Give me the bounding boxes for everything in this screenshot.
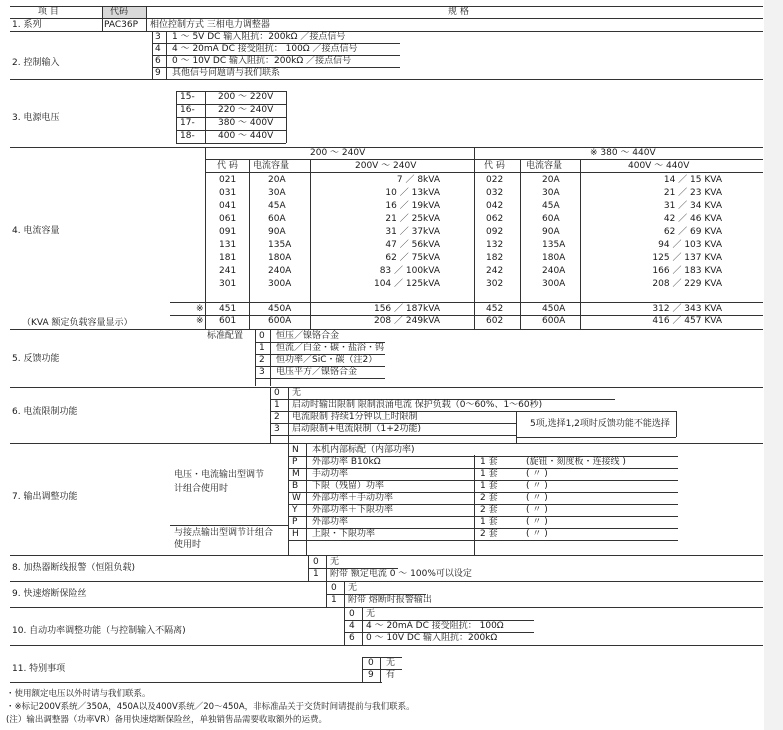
capacity-kva: 156 ／ 187kVA xyxy=(373,304,440,314)
output-adjust-label: 7. 输出调整功能 xyxy=(12,492,78,502)
auto-power-text: 4 ～ 20mA DC 接受阻抗： 100Ω xyxy=(366,621,504,631)
fuse-text: 无 xyxy=(348,583,358,593)
capacity-code: 061 xyxy=(219,214,237,224)
capacity-code: 032 xyxy=(486,188,504,198)
capacity-current: 90A xyxy=(268,227,286,237)
output-adjust-code: Y xyxy=(292,505,298,515)
output-adjust-qty: 1 套 xyxy=(480,457,498,467)
capacity-code: 031 xyxy=(219,188,237,198)
output-adjust-code: M xyxy=(292,469,300,479)
special-code: 0 xyxy=(368,658,374,668)
capacity-current: 240A xyxy=(542,266,566,276)
capacity-kva: 42 ／ 46 KVA xyxy=(663,214,722,224)
rule-h xyxy=(344,632,534,633)
rule-v xyxy=(326,581,327,607)
rule-h xyxy=(516,437,676,438)
control-input-text: 4 ～ 20mA DC 接受阻抗： 100Ω ／接点信号 xyxy=(172,44,358,54)
rule-h xyxy=(308,568,398,569)
output-adjust-text: 本机内部标配（内部功率) xyxy=(312,445,415,455)
rule-v xyxy=(166,31,167,79)
fuse-label: 9. 快速熔断保险丝 xyxy=(12,589,87,599)
output-adjust-note: (旋钮・刻度板・连接线 ) xyxy=(526,457,626,467)
control-input-text: 其他信号问题请与我们联系 xyxy=(172,68,281,78)
rule-h xyxy=(10,581,763,582)
capacity-current: 300A xyxy=(542,279,566,289)
control-input-text: 1 ～ 5V DC 输入阻抗：200kΩ ／接点信号 xyxy=(172,32,346,42)
rule-h xyxy=(10,443,763,444)
capacity-kva: 312 ／ 343 KVA xyxy=(652,304,722,314)
heater-alarm-label: 8. 加热器断线报警（恒阻负载) xyxy=(12,563,135,573)
rule-v xyxy=(474,455,475,555)
capacity-code: 132 xyxy=(486,240,504,250)
col-kva-right: 400V ～ 440V xyxy=(628,161,690,171)
control-input-code: 9 xyxy=(155,68,161,78)
rule-h xyxy=(362,669,402,670)
heater-alarm-text: 附带 额定电流 0 ～ 100%可以设定 xyxy=(330,569,472,579)
heater-alarm-text: 无 xyxy=(330,557,340,567)
capacity-kva: 31 ／ 34 KVA xyxy=(663,201,722,211)
auto-power-code: 0 xyxy=(349,609,355,619)
rule-h xyxy=(205,172,763,173)
output-adjust-qty: 1 套 xyxy=(480,481,498,491)
fuse-text: 附带 熔断时报警输出 xyxy=(348,595,432,605)
control-input-text: 0 ～ 10V DC 输入阻抗：200kΩ ／接点信号 xyxy=(172,56,352,66)
current-capacity-label: 4. 电流容量 xyxy=(12,226,60,236)
rule-h xyxy=(10,387,763,388)
capacity-code: 451 xyxy=(219,304,237,314)
capacity-current: 180A xyxy=(268,253,292,263)
output-group1-line2: 计组合使用时 xyxy=(174,484,229,494)
capacity-code: 041 xyxy=(219,201,237,211)
output-adjust-note: ( 〃 ) xyxy=(526,469,548,479)
output-adjust-code: P xyxy=(292,457,298,467)
rule-h xyxy=(170,302,763,303)
rule-v xyxy=(249,159,250,330)
rule-v xyxy=(676,411,677,437)
capacity-current: 90A xyxy=(542,227,560,237)
capacity-kva: 104 ／ 125kVA xyxy=(373,279,440,289)
output-group2-line2: 使用时 xyxy=(174,540,202,550)
output-adjust-text: 外部功率＋手动功率 xyxy=(312,493,394,503)
capacity-kva: 47 ／ 56kVA xyxy=(385,240,440,250)
rule-v xyxy=(306,443,307,555)
control-input-code: 3 xyxy=(155,32,161,42)
feedback-text: 恒功率／SiC・碳（注2） xyxy=(276,355,378,365)
control-input-code: 4 xyxy=(155,44,161,54)
capacity-current: 45A xyxy=(542,201,560,211)
rule-h xyxy=(170,525,288,526)
capacity-code: 601 xyxy=(219,316,237,326)
capacity-current: 60A xyxy=(542,214,560,224)
header-code: 代码 xyxy=(110,7,129,17)
rule-v xyxy=(362,657,363,682)
output-adjust-qty: 2 套 xyxy=(480,505,498,515)
feedback-text: 恒流／白金・碳・盐浴・钨 xyxy=(276,343,385,353)
current-limit-note: 5项,选择1,2项时反馈功能不能选择 xyxy=(530,419,670,429)
col-kva-left: 200V ～ 240V xyxy=(355,161,417,171)
rule-v xyxy=(270,387,271,443)
special-text: 有 xyxy=(386,670,396,680)
capacity-code: 042 xyxy=(486,201,504,211)
supply-voltage-text: 200 ～ 220V xyxy=(218,92,274,102)
capacity-code: 602 xyxy=(486,316,504,326)
header-spec: 规 格 xyxy=(448,7,469,17)
rule-h xyxy=(10,31,763,32)
rule-v xyxy=(520,159,521,330)
rule-h xyxy=(10,79,763,80)
capacity-current: 600A xyxy=(268,316,292,326)
heater-alarm-code: 1 xyxy=(313,569,319,579)
capacity-code: 091 xyxy=(219,227,237,237)
capacity-code: 452 xyxy=(486,304,504,314)
footnote: (注）输出调整器（功率VR）备用快速熔断保险丝，单独销售品需要收取额外的运费。 xyxy=(6,715,328,725)
rule-v xyxy=(255,329,256,386)
capacity-kva: 16 ／ 19kVA xyxy=(385,201,440,211)
rule-v xyxy=(474,147,475,330)
output-group1-line1: 电压・电流输出型调节 xyxy=(174,470,265,480)
feedback-label: 5. 反馈功能 xyxy=(12,354,60,364)
output-adjust-note: ( 〃 ) xyxy=(526,481,548,491)
capacity-code: 302 xyxy=(486,279,504,289)
capacity-code: 022 xyxy=(486,175,504,185)
output-adjust-code: N xyxy=(292,445,299,455)
heater-alarm-code: 0 xyxy=(313,557,319,567)
rule-v xyxy=(288,443,289,555)
output-adjust-text: 下限（残留）功率 xyxy=(312,481,385,491)
current-limit-code: 3 xyxy=(274,424,280,434)
output-adjust-note: ( 〃 ) xyxy=(526,517,548,527)
capacity-kva: 208 ／ 249kVA xyxy=(373,316,440,326)
series-spec: 相位控制方式 三相电力调整器 xyxy=(150,20,270,30)
rule-v xyxy=(205,91,206,143)
rule-v xyxy=(205,147,206,330)
capacity-kva: 62 ／ 75kVA xyxy=(385,253,440,263)
feedback-text: 恒压／镍铬合金 xyxy=(276,331,340,341)
capacity-current: 450A xyxy=(542,304,566,314)
supply-voltage-code: 16- xyxy=(180,105,195,115)
output-adjust-text: 外部功率 B10kΩ xyxy=(312,457,381,467)
output-adjust-note: ( 〃 ) xyxy=(526,505,548,515)
rule-v xyxy=(152,31,153,79)
special-label: 11. 特别事项 xyxy=(12,664,66,674)
auto-power-code: 6 xyxy=(349,633,355,643)
control-input-label: 2. 控制输入 xyxy=(12,58,60,68)
output-adjust-text: 外部功率 xyxy=(312,517,349,527)
auto-power-label: 10. 自动功率调整功能（与控制输入不隔离) xyxy=(12,626,186,636)
capacity-kva: 83 ／ 100kVA xyxy=(379,266,440,276)
capacity-code: 131 xyxy=(219,240,237,250)
rule-v xyxy=(102,6,103,18)
col-code-left: 代 码 xyxy=(217,161,238,171)
capacity-current: 20A xyxy=(542,175,560,185)
current-limit-code: 2 xyxy=(274,412,280,422)
output-adjust-code: H xyxy=(292,529,299,539)
special-code: 9 xyxy=(368,670,374,680)
rule-v xyxy=(176,91,177,143)
capacity-kva: 7 ／ 8kVA xyxy=(396,175,440,185)
mark-asterisk: ※ xyxy=(196,316,204,326)
current-capacity-sublabel: （KVA 额定负载容量显示） xyxy=(22,318,133,328)
series-code: PAC36P xyxy=(104,20,139,30)
special-text: 无 xyxy=(386,658,396,668)
output-adjust-note: ( 〃 ) xyxy=(526,529,548,539)
capacity-kva: 208 ／ 229 KVA xyxy=(652,279,722,289)
capacity-kva: 31 ／ 37kVA xyxy=(385,227,440,237)
auto-power-code: 4 xyxy=(349,621,355,631)
output-group2-line1: 与接点输出型调节计组合 xyxy=(174,528,274,538)
output-adjust-text: 手动功率 xyxy=(312,469,349,479)
rule-h xyxy=(10,555,763,556)
rule-v xyxy=(310,159,311,330)
mark-asterisk: ※ xyxy=(196,304,204,314)
rule-v xyxy=(516,411,517,443)
rule-h xyxy=(170,315,763,316)
feedback-standard: 标准配置 xyxy=(207,331,244,341)
output-adjust-qty: 2 套 xyxy=(480,529,498,539)
capacity-kva: 94 ／ 103 KVA xyxy=(658,240,722,250)
rule-h xyxy=(10,682,382,683)
feedback-code: 0 xyxy=(259,331,265,341)
capacity-kva: 21 ／ 23 KVA xyxy=(663,188,722,198)
capacity-code: 241 xyxy=(219,266,237,276)
rule-h xyxy=(288,540,678,541)
rule-h xyxy=(205,159,763,160)
output-adjust-qty: 2 套 xyxy=(480,493,498,503)
feedback-code: 2 xyxy=(259,355,265,365)
current-limit-text: 启动限制+电流限制（1+2功能) xyxy=(292,424,422,434)
rule-h xyxy=(326,594,426,595)
rule-v xyxy=(286,91,287,143)
capacity-current: 60A xyxy=(268,214,286,224)
current-limit-text: 电流限制 持续1分钟以上时限制 xyxy=(292,412,418,422)
rule-v xyxy=(580,159,581,330)
capacity-current: 135A xyxy=(268,240,292,250)
capacity-current: 450A xyxy=(268,304,292,314)
capacity-kva: 14 ／ 15 KVA xyxy=(663,175,722,185)
feedback-code: 3 xyxy=(259,367,265,377)
capacity-current: 45A xyxy=(268,201,286,211)
group-right-voltage: ※ 380 ～ 440V xyxy=(590,148,656,158)
current-limit-code: 1 xyxy=(274,400,280,410)
feedback-text: 电压平方／镍铬合金 xyxy=(276,367,358,377)
supply-voltage-text: 380 ～ 400V xyxy=(218,118,274,128)
capacity-kva: 62 ／ 69 KVA xyxy=(663,227,722,237)
rule-h xyxy=(10,645,763,646)
capacity-code: 092 xyxy=(486,227,504,237)
capacity-current: 30A xyxy=(542,188,560,198)
rule-v xyxy=(308,555,309,581)
control-input-code: 6 xyxy=(155,56,161,66)
current-limit-text: 无 xyxy=(292,388,302,398)
output-adjust-note: ( 〃 ) xyxy=(526,493,548,503)
current-limit-text: 启动时输出限制 限制浪涌电流 保护负载（0～60%、1～60秒) xyxy=(292,400,543,410)
group-left-voltage: 200 ～ 240V xyxy=(310,148,366,158)
capacity-current: 600A xyxy=(542,316,566,326)
rule-h xyxy=(10,18,763,19)
supply-voltage-label: 3. 电源电压 xyxy=(12,113,60,123)
rule-h xyxy=(176,143,286,144)
capacity-code: 301 xyxy=(219,279,237,289)
current-limit-label: 6. 电流限制功能 xyxy=(12,407,78,417)
capacity-current: 20A xyxy=(268,175,286,185)
rule-h xyxy=(344,620,534,621)
rule-h xyxy=(10,329,763,330)
capacity-kva: 21 ／ 25kVA xyxy=(385,214,440,224)
capacity-kva: 166 ／ 183 KVA xyxy=(652,266,722,276)
supply-voltage-code: 17- xyxy=(180,118,195,128)
auto-power-text: 0 ～ 10V DC 输入阻抗：200kΩ xyxy=(366,633,498,643)
series-label: 1. 系列 xyxy=(12,20,42,30)
capacity-code: 242 xyxy=(486,266,504,276)
col-current-left: 电流容量 xyxy=(253,161,290,171)
rule-v xyxy=(344,581,345,607)
current-limit-code: 0 xyxy=(274,388,280,398)
supply-voltage-text: 220 ～ 240V xyxy=(218,105,274,115)
auto-power-text: 无 xyxy=(366,609,376,619)
rule-h xyxy=(362,657,402,658)
rule-v xyxy=(102,18,103,31)
supply-voltage-text: 400 ～ 440V xyxy=(218,131,274,141)
supply-voltage-code: 15- xyxy=(180,92,195,102)
rule-h xyxy=(176,91,286,92)
rule-v xyxy=(146,18,147,31)
col-current-right: 电流容量 xyxy=(526,161,563,171)
rule-v xyxy=(288,387,289,443)
rule-h xyxy=(10,607,763,608)
feedback-code: 1 xyxy=(259,343,265,353)
output-adjust-qty: 1 套 xyxy=(480,517,498,527)
capacity-current: 180A xyxy=(542,253,566,263)
output-adjust-code: P xyxy=(292,517,298,527)
capacity-kva: 125 ／ 137 KVA xyxy=(652,253,722,263)
output-adjust-text: 上限・下限功率 xyxy=(312,529,376,539)
output-adjust-code: W xyxy=(292,493,301,503)
capacity-current: 30A xyxy=(268,188,286,198)
supply-voltage-code: 18- xyxy=(180,131,195,141)
rule-h xyxy=(516,411,676,412)
footnote: ・使用额定电压以外时请与我们联系。 xyxy=(6,689,151,699)
output-adjust-code: B xyxy=(292,481,299,491)
capacity-current: 240A xyxy=(268,266,292,276)
header-item: 项 目 xyxy=(38,7,59,17)
output-adjust-qty: 1 套 xyxy=(480,469,498,479)
col-code-right: 代 码 xyxy=(484,161,505,171)
rule-h xyxy=(255,378,385,379)
rule-h xyxy=(270,435,516,436)
fuse-code: 0 xyxy=(331,583,337,593)
rule-v xyxy=(380,657,381,682)
capacity-code: 062 xyxy=(486,214,504,224)
rule-v xyxy=(344,607,345,645)
output-adjust-text: 外部功率＋下限功率 xyxy=(312,505,394,515)
footnote: ・※标记200V系统／350A，450A以及400V系统／20～450A，非标准品关于交货时间请提前与我们联系。 xyxy=(6,702,415,712)
fuse-code: 1 xyxy=(331,595,337,605)
rule-v xyxy=(326,555,327,581)
rule-v xyxy=(146,6,147,18)
capacity-code: 021 xyxy=(219,175,237,185)
side-panel xyxy=(764,0,783,730)
capacity-kva: 416 ／ 457 KVA xyxy=(652,316,722,326)
capacity-code: 181 xyxy=(219,253,237,263)
capacity-current: 300A xyxy=(268,279,292,289)
capacity-kva: 10 ／ 13kVA xyxy=(385,188,440,198)
capacity-code: 182 xyxy=(486,253,504,263)
rule-v xyxy=(270,329,271,386)
rule-v xyxy=(362,607,363,645)
capacity-current: 135A xyxy=(542,240,566,250)
